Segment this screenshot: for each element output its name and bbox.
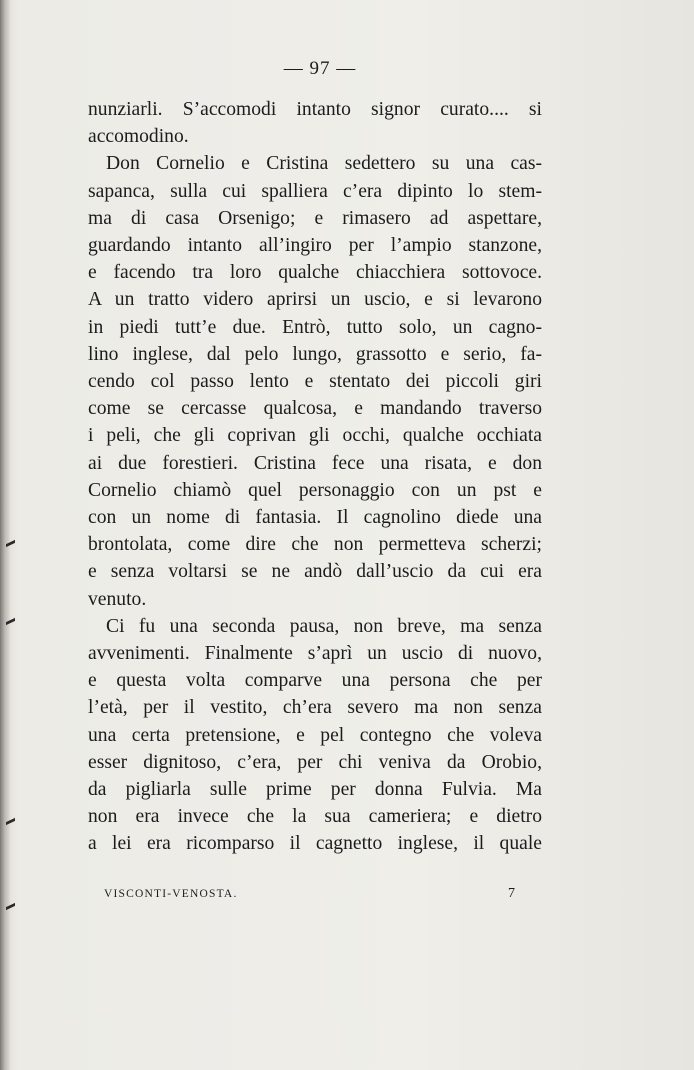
text-line: con un nome di fantasia. Il cagnolino diede una [88,507,542,529]
text-line: a lei era ricomparso il cagnetto inglese, il quale [88,833,542,855]
text-line: e questa volta comparve una persona che per [88,670,542,692]
text-line: nunziarli. S’accomodi intanto signor curato.... si [88,99,542,120]
text-line: avvenimenti. Finalmente s’aprì un uscio di nuovo, [88,643,542,665]
text-line: A un tratto videro aprirsi un uscio, e si levarono [88,289,542,311]
text-line: non era invece che la sua cameriera; e dietro [88,806,542,828]
text-line: come se cercasse qualcosa, e mandando traverso [88,398,542,420]
text-line: cendo col passo lento e stentato dei piccoli giri [88,371,542,393]
text-line: ma di casa Orsenigo; e rimasero ad aspettare, [88,207,542,229]
text-line: sapanca, sulla cui spalliera c’era dipinto lo stem- [88,180,542,202]
text-line: Cornelio chiamò quel personaggio con un pst e [88,479,542,501]
text-line: una certa pretensione, e pel contegno che voleva [88,724,542,746]
text-line: venuto. [88,588,147,610]
text-line: lino inglese, dal pelo lungo, grassotto e serio, fa- [88,343,542,365]
footer-signature: 7 [508,886,515,901]
text-line: in piedi tutt’e due. Entrò, tutto solo, un cagno- [88,316,542,338]
text-line: ai due forestieri. Cristina fece una risata, e don [88,452,542,474]
text-line: esser dignitoso, c’era, per chi veniva da Orobio, [88,751,542,773]
text-line: Ci fu una seconda pausa, non breve, ma senza [106,615,542,637]
text-line: accomodino. [88,126,189,148]
text-line: l’età, per il vestito, ch’era severo ma non senza [88,697,542,719]
text-line: i peli, che gli coprivan gli occhi, qualche occhiata [88,425,542,447]
page-binding-edge [0,0,10,1070]
text-line: e facendo tra loro qualche chiacchiera sottovoce. [88,262,542,284]
text-line: da pigliarla sulle prime per donna Fulvia. Ma [88,779,542,801]
page-number: — 97 — [283,58,357,79]
text-line: guardando intanto all’ingiro per l’ampio stanzone, [88,235,542,257]
body-text [88,96,542,858]
text-line: brontolata, come dire che non permetteva scherzi; [88,534,542,556]
text-line: e senza voltarsi se ne andò dall’uscio da cui era [88,561,542,583]
text-line: Don Cornelio e Cristina sedettero su una cas- [106,153,542,175]
footer-author: VISCONTI-VENOSTA. [104,888,238,900]
